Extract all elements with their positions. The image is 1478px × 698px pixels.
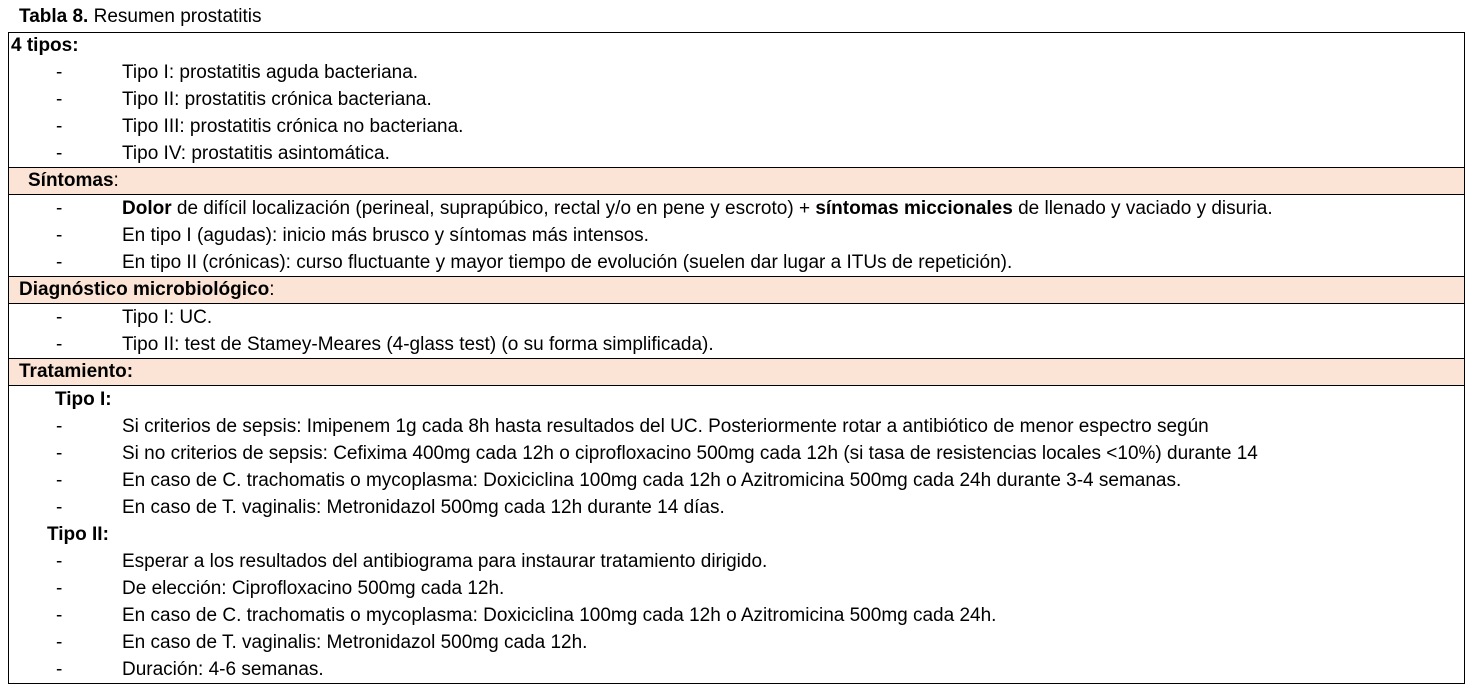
list-item: - En caso de C. trachomatis o mycoplasma: Doxiciclina 100mg cada 12h o Azitromicina 500mg cada 24h durante 3-4 semanas. [9, 467, 1464, 494]
list-item: - Si criterios de sepsis: Imipenem 1g cada 8h hasta resultados del UC. Posteriormente rotar a antibiótico de menor espectro según [9, 413, 1464, 440]
list-item: - En caso de C. trachomatis o mycoplasma: Doxiciclina 100mg cada 12h o Azitromicina 500mg cada 24h. [9, 602, 1464, 629]
bullet-dash: - [56, 62, 63, 83]
list-item: - En caso de T. vaginalis: Metronidazol 500mg cada 12h durante 14 días. [9, 494, 1464, 521]
summary-table [8, 32, 1465, 684]
bullet-dash: - [56, 578, 63, 599]
list-item: - En caso de T. vaginalis: Metronidazol 500mg cada 12h. [9, 629, 1464, 656]
bullet-dash: - [56, 307, 63, 328]
bullet-dash: - [56, 143, 63, 164]
list-item: - Duración: 4-6 semanas. [9, 656, 1464, 683]
list-item: - Tipo II: prostatitis crónica bacteriana. [9, 86, 1464, 113]
bullet-dash: - [56, 225, 63, 246]
bullet-dash: - [56, 659, 63, 680]
list-item: - Esperar a los resultados del antibiograma para instaurar tratamiento dirigido. [9, 548, 1464, 575]
bullet-dash: - [56, 470, 63, 491]
section-header-tratamiento: Tratamiento: [9, 359, 1464, 386]
section-header-diagnostico: Diagnóstico microbiológico: [9, 277, 1464, 304]
list-item: - En tipo II (crónicas): curso fluctuante y mayor tiempo de evolución (suelen dar lugar a ITUs de repetición). [9, 249, 1464, 276]
caption-label: Tabla 8. [19, 6, 89, 27]
list-item: - De elección: Ciprofloxacino 500mg cada 12h. [9, 575, 1464, 602]
bullet-dash: - [56, 334, 63, 355]
table-caption [19, 5, 262, 29]
list-item: - Tipo I: prostatitis aguda bacteriana. [9, 59, 1464, 86]
bullet-dash: - [56, 443, 63, 464]
subheader-tipo-2: Tipo II: [47, 524, 109, 545]
list-item: - En tipo I (agudas): inicio más brusco y síntomas más intensos. [9, 222, 1464, 249]
subheader-tipo-1: Tipo I: [55, 389, 112, 410]
bullet-dash: - [56, 632, 63, 653]
list-item: - Tipo I: UC. [9, 304, 1464, 331]
bullet-dash: - [56, 89, 63, 110]
list-item: - Tipo III: prostatitis crónica no bacteriana. [9, 113, 1464, 140]
bullet-dash: - [56, 605, 63, 626]
section-body-tratamiento [9, 386, 1464, 684]
bullet-dash: - [56, 497, 63, 518]
list-item: - Si no criterios de sepsis: Cefixima 400mg cada 12h o ciprofloxacino 500mg cada 12h (si tasa de resistencias locales <10%) durante 14 [9, 440, 1464, 467]
bullet-dash: - [56, 551, 63, 572]
bullet-dash: - [56, 416, 63, 437]
bullet-dash: - [56, 116, 63, 137]
section-header-tipos: 4 tipos: [9, 33, 1464, 59]
bullet-dash: - [56, 198, 63, 219]
caption-title: Resumen prostatitis [88, 6, 262, 27]
section-body-tipos [9, 59, 1464, 168]
section-body-diagnostico [9, 304, 1464, 359]
list-item: - Tipo IV: prostatitis asintomática. [9, 140, 1464, 167]
list-item: - Tipo II: test de Stamey-Meares (4-glass test) (o su forma simplificada). [9, 331, 1464, 358]
section-body-sintomas [9, 195, 1464, 277]
bullet-dash: - [56, 252, 63, 273]
list-item: - Dolor de difícil localización (perineal, suprapúbico, rectal y/o en pene y escroto) + síntomas miccionales de llenado y vaciado y disuria. [9, 195, 1464, 222]
section-header-sintomas: Síntomas: [9, 168, 1464, 195]
